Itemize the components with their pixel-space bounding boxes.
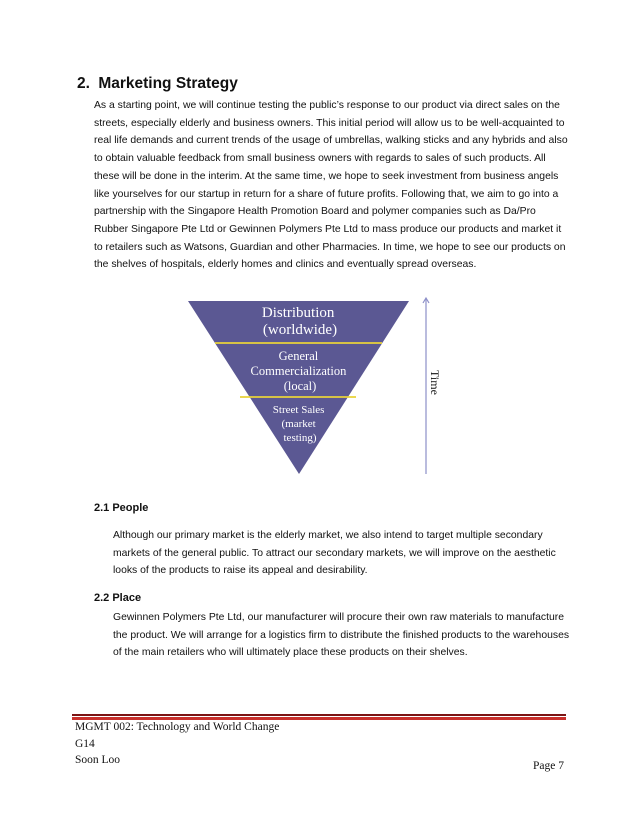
footer-course: MGMT 002: Technology and World Change: [75, 721, 280, 733]
section-heading: [77, 75, 238, 93]
people-paragraph: Although our primary market is the elderly market, we also intend to target multiple secondary markets of the general public. To attract our secondary markets, we will improve on the aesthetic looks of the products to raise its appeal and desirability.: [113, 530, 556, 577]
section-title: Marketing Strategy: [98, 75, 238, 92]
subsection-title-people: 2.1 People: [94, 502, 149, 514]
page-number: Page 7: [533, 760, 564, 772]
intro-paragraph: As a starting point, we will continue testing the public’s response to our product via direct sales on the streets, especially elderly and business owners. This initial period will allow us to be well-acquainted to real life demands and current trends of the usage of umbrellas, walking sticks and any hybrids and also to obtain valuable feedback from small business owners with regards to sales of such products. All these will be done in the interim. At the same time, we hope to seek investment from business angels like yourselves for our startup in return for a share of future profits. Following that, we aim to go into a partnership with the Singapore Health Promotion Board and polymer companies such as Da/Pro Rubber Singapore Pte Ltd or Gewinnen Polymers Pte Ltd to mass produce our products and market it to retailers such as Watsons, Guardian and other Pharmacies. In time, we hope to see our products on the shelves of hospitals, elderly homes and clinics and eventually spread overseas.: [94, 100, 568, 271]
subsection-title-place: 2.2 Place: [94, 592, 142, 604]
time-axis-label: Time: [428, 370, 442, 395]
section-number: 2.: [77, 75, 90, 92]
place-paragraph: Gewinnen Polymers Pte Ltd, our manufacturer will procure their own raw materials to manufacture the product. We will arrange for a logistics firm to distribute the finished products to the warehouses of the main retailers who will ultimately place these products on their shelves.: [113, 612, 570, 659]
strategy-pyramid-diagram: [188, 294, 410, 476]
tier-street-sales: Street Sales (market testing): [272, 404, 325, 444]
tier-commercialization: General Commercialization (local): [250, 349, 347, 393]
footer-group: G14: [75, 738, 95, 750]
footer-rule-accent: [72, 717, 566, 720]
footer-author: Soon Loo: [75, 754, 121, 766]
tier-distribution: Distribution (worldwide): [261, 305, 338, 338]
time-axis: [416, 294, 446, 476]
footer-rule: [72, 714, 566, 716]
